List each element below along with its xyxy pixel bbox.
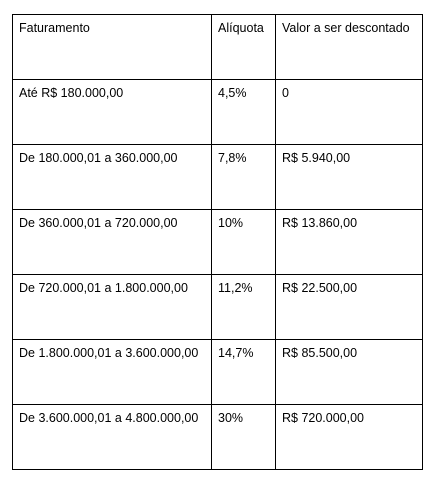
cell-faturamento: Até R$ 180.000,00 (13, 80, 212, 145)
cell-faturamento: De 1.800.000,01 a 3.600.000,00 (13, 340, 212, 405)
cell-valor-descontado: 0 (276, 80, 423, 145)
cell-valor-descontado: R$ 85.500,00 (276, 340, 423, 405)
cell-faturamento: De 3.600.000,01 a 4.800.000,00 (13, 405, 212, 470)
cell-aliquota: 11,2% (212, 275, 276, 340)
cell-faturamento: De 360.000,01 a 720.000,00 (13, 210, 212, 275)
cell-aliquota: 10% (212, 210, 276, 275)
cell-aliquota: 14,7% (212, 340, 276, 405)
table-row (13, 275, 423, 340)
tax-rate-table (12, 14, 423, 470)
cell-valor-descontado: R$ 5.940,00 (276, 145, 423, 210)
table-row (13, 340, 423, 405)
header-faturamento: Faturamento (13, 15, 212, 80)
cell-faturamento: De 720.000,01 a 1.800.000,00 (13, 275, 212, 340)
cell-valor-descontado: R$ 13.860,00 (276, 210, 423, 275)
cell-valor-descontado: R$ 720.000,00 (276, 405, 423, 470)
cell-aliquota: 30% (212, 405, 276, 470)
table-header-row (13, 15, 423, 80)
cell-valor-descontado: R$ 22.500,00 (276, 275, 423, 340)
header-valor-descontado: Valor a ser descontado (276, 15, 423, 80)
cell-faturamento: De 180.000,01 a 360.000,00 (13, 145, 212, 210)
cell-aliquota: 7,8% (212, 145, 276, 210)
table-row (13, 210, 423, 275)
table-row (13, 80, 423, 145)
header-aliquota: Alíquota (212, 15, 276, 80)
table-row (13, 145, 423, 210)
table-row (13, 405, 423, 470)
cell-aliquota: 4,5% (212, 80, 276, 145)
